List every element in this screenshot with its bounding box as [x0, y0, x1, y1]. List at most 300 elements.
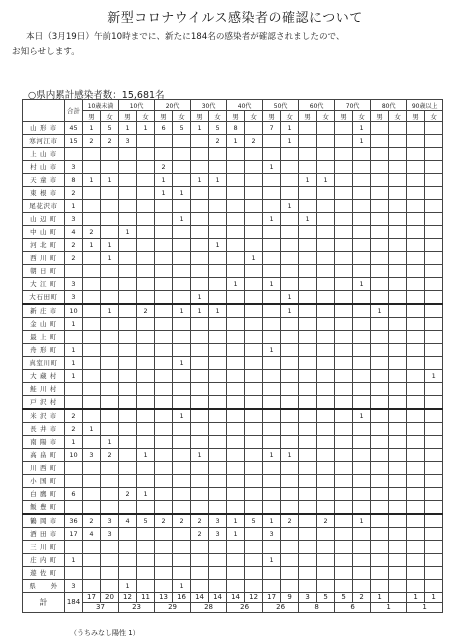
case-count-cell [101, 331, 119, 344]
case-count-cell: 1 [263, 449, 281, 462]
municipality-name: 舟 形 町 [23, 344, 65, 357]
case-count-cell: 1 [281, 449, 299, 462]
case-count-cell [389, 528, 407, 541]
case-count-cell [227, 200, 245, 213]
municipality-name: 白 鷹 町 [23, 488, 65, 501]
case-count-cell [155, 580, 173, 593]
municipality-name: 最 上 町 [23, 331, 65, 344]
sum-total: 184 [65, 593, 83, 613]
row-total: 1 [65, 200, 83, 213]
case-count-cell [191, 200, 209, 213]
case-count-cell: 1 [191, 291, 209, 305]
case-count-cell [83, 304, 101, 318]
case-count-cell [119, 174, 137, 187]
case-count-cell [119, 475, 137, 488]
case-count-cell [371, 449, 389, 462]
case-count-cell [389, 213, 407, 226]
case-count-cell [209, 318, 227, 331]
case-count-cell [425, 383, 443, 396]
case-count-cell [425, 278, 443, 291]
municipality-header [23, 100, 65, 122]
row-total: 1 [65, 318, 83, 331]
case-count-cell [245, 265, 263, 278]
case-count-cell [155, 423, 173, 436]
male-header: 男 [119, 111, 137, 122]
case-count-cell [191, 567, 209, 580]
case-count-cell [389, 344, 407, 357]
municipality-name: 小 国 町 [23, 475, 65, 488]
case-count-cell [119, 161, 137, 174]
case-count-cell: 1 [353, 409, 371, 423]
case-count-cell [101, 554, 119, 567]
cumulative-total: ○県内累計感染者数：15,681名 [28, 90, 165, 101]
case-count-cell [299, 187, 317, 200]
case-count-cell: 1 [119, 122, 137, 135]
table-row [23, 135, 443, 148]
case-count-cell [83, 436, 101, 449]
age-group-header: 60代 [299, 100, 335, 111]
case-count-cell [407, 357, 425, 370]
case-count-cell: 1 [263, 161, 281, 174]
case-count-cell [191, 436, 209, 449]
case-count-cell [83, 396, 101, 410]
case-count-cell: 1 [101, 436, 119, 449]
case-count-cell [425, 148, 443, 161]
case-count-cell: 1 [191, 122, 209, 135]
table-row [23, 265, 443, 278]
case-count-cell: 2 [119, 488, 137, 501]
row-total [65, 541, 83, 554]
case-count-cell [101, 148, 119, 161]
case-count-cell [101, 409, 119, 423]
case-count-cell [263, 200, 281, 213]
row-total: 2 [65, 409, 83, 423]
case-count-cell: 1 [263, 514, 281, 528]
case-count-cell [101, 423, 119, 436]
case-count-cell: 1 [281, 122, 299, 135]
sum-sex-cell: 1 [371, 593, 389, 603]
case-count-cell [263, 501, 281, 515]
case-count-cell [101, 501, 119, 515]
case-count-cell [281, 161, 299, 174]
table-row [23, 409, 443, 423]
table-row [23, 174, 443, 187]
case-count-cell [425, 528, 443, 541]
case-count-cell [137, 200, 155, 213]
case-count-cell [335, 488, 353, 501]
case-count-cell [335, 239, 353, 252]
case-count-cell [371, 383, 389, 396]
case-count-cell [119, 304, 137, 318]
case-count-cell [317, 528, 335, 541]
case-count-cell [191, 383, 209, 396]
case-count-cell [227, 396, 245, 410]
case-count-cell [335, 304, 353, 318]
sum-age-group-cell: 37 [83, 603, 119, 613]
case-count-cell [101, 370, 119, 383]
case-count-cell [281, 226, 299, 239]
case-count-cell: 1 [281, 304, 299, 318]
case-count-cell [371, 331, 389, 344]
case-count-cell: 1 [83, 239, 101, 252]
case-count-cell [389, 187, 407, 200]
case-count-cell: 1 [137, 488, 155, 501]
case-count-cell [227, 304, 245, 318]
table-row [23, 148, 443, 161]
case-count-cell: 1 [371, 304, 389, 318]
case-count-cell [263, 265, 281, 278]
case-count-cell: 2 [155, 514, 173, 528]
case-count-cell [245, 436, 263, 449]
case-count-cell [227, 462, 245, 475]
case-count-cell [245, 344, 263, 357]
case-count-cell [245, 331, 263, 344]
case-count-cell [101, 475, 119, 488]
case-count-cell: 1 [191, 449, 209, 462]
case-count-cell [317, 187, 335, 200]
case-count-cell [191, 331, 209, 344]
municipality-name: 真室川町 [23, 357, 65, 370]
case-count-cell: 2 [101, 135, 119, 148]
case-count-cell [281, 383, 299, 396]
sum-sex-cell: 12 [119, 593, 137, 603]
case-count-cell [155, 383, 173, 396]
case-count-cell [83, 370, 101, 383]
case-count-cell [425, 174, 443, 187]
case-count-cell [119, 357, 137, 370]
case-count-cell [335, 318, 353, 331]
case-count-cell [407, 239, 425, 252]
case-count-cell: 2 [83, 135, 101, 148]
case-count-cell [173, 462, 191, 475]
age-header-row [23, 100, 443, 111]
case-count-cell [299, 383, 317, 396]
case-count-cell [317, 501, 335, 515]
case-count-cell: 5 [173, 122, 191, 135]
case-count-cell: 3 [83, 449, 101, 462]
case-count-cell [371, 370, 389, 383]
case-count-cell [353, 174, 371, 187]
case-count-cell [83, 554, 101, 567]
case-count-cell [155, 291, 173, 305]
case-count-cell [137, 135, 155, 148]
case-count-cell [101, 291, 119, 305]
case-count-cell [335, 501, 353, 515]
case-count-cell: 4 [119, 514, 137, 528]
table-row [23, 252, 443, 265]
case-count-cell: 3 [101, 514, 119, 528]
case-count-cell [353, 252, 371, 265]
case-count-cell [389, 278, 407, 291]
case-count-cell [407, 318, 425, 331]
case-count-cell [299, 291, 317, 305]
sum-sex-cell: 5 [317, 593, 335, 603]
table-row [23, 501, 443, 515]
table-row [23, 488, 443, 501]
case-count-cell [227, 174, 245, 187]
case-count-cell: 2 [83, 226, 101, 239]
case-count-cell [209, 541, 227, 554]
case-count-cell [353, 449, 371, 462]
case-count-cell [137, 291, 155, 305]
case-count-cell [83, 409, 101, 423]
case-count-cell [155, 344, 173, 357]
table-row [23, 187, 443, 200]
case-count-cell [371, 462, 389, 475]
case-count-cell [407, 187, 425, 200]
case-count-cell [335, 148, 353, 161]
case-count-cell [299, 278, 317, 291]
sum-sex-cell: 3 [299, 593, 317, 603]
case-count-cell [407, 580, 425, 593]
case-count-cell [317, 383, 335, 396]
case-count-cell [137, 436, 155, 449]
row-total: 4 [65, 226, 83, 239]
municipality-name: 河 北 町 [23, 239, 65, 252]
case-count-cell [389, 252, 407, 265]
case-count-cell: 2 [245, 135, 263, 148]
case-count-cell [209, 226, 227, 239]
case-count-cell [191, 239, 209, 252]
case-count-cell [155, 528, 173, 541]
municipality-name: 村 山 市 [23, 161, 65, 174]
case-count-cell [263, 541, 281, 554]
case-count-cell [173, 252, 191, 265]
case-count-cell [317, 357, 335, 370]
case-count-cell [227, 239, 245, 252]
case-count-cell: 1 [137, 122, 155, 135]
case-count-cell: 1 [227, 528, 245, 541]
case-count-cell: 1 [353, 135, 371, 148]
case-count-cell [353, 331, 371, 344]
municipality-name: 鶴 岡 市 [23, 514, 65, 528]
case-count-cell [101, 161, 119, 174]
case-count-cell: 2 [83, 514, 101, 528]
case-count-cell [263, 148, 281, 161]
intro-line-2: お知らせします。 [12, 47, 80, 57]
case-count-cell [173, 318, 191, 331]
table-row [23, 554, 443, 567]
sum-label: 計 [23, 593, 65, 613]
case-count-cell: 1 [209, 239, 227, 252]
table-row [23, 318, 443, 331]
case-count-cell [317, 541, 335, 554]
female-header: 女 [173, 111, 191, 122]
case-count-cell [83, 213, 101, 226]
case-count-cell [227, 370, 245, 383]
case-count-cell: 2 [101, 449, 119, 462]
case-count-cell [191, 357, 209, 370]
case-count-cell [371, 174, 389, 187]
case-count-cell [209, 436, 227, 449]
case-count-cell [317, 148, 335, 161]
case-count-cell [371, 291, 389, 305]
table-row [23, 383, 443, 396]
municipality-name: 庄 内 町 [23, 554, 65, 567]
case-count-cell [389, 383, 407, 396]
case-count-cell [263, 174, 281, 187]
table-row [23, 304, 443, 318]
case-count-cell [425, 226, 443, 239]
male-header: 男 [155, 111, 173, 122]
case-count-cell [137, 278, 155, 291]
municipality-name: 中 山 町 [23, 226, 65, 239]
case-count-cell [119, 528, 137, 541]
case-count-cell [299, 318, 317, 331]
case-count-cell [389, 161, 407, 174]
case-count-cell: 1 [227, 514, 245, 528]
municipality-name: 南 陽 市 [23, 436, 65, 449]
case-count-cell [209, 252, 227, 265]
total-header: 合計 [65, 100, 83, 122]
case-count-cell [353, 383, 371, 396]
case-count-cell [371, 265, 389, 278]
case-count-cell [425, 462, 443, 475]
case-count-cell [173, 331, 191, 344]
row-total [65, 265, 83, 278]
case-count-cell [245, 488, 263, 501]
case-count-cell: 1 [353, 514, 371, 528]
case-count-cell [389, 436, 407, 449]
case-count-cell [335, 291, 353, 305]
case-count-cell [209, 501, 227, 515]
case-count-cell: 1 [173, 187, 191, 200]
case-count-cell [335, 122, 353, 135]
case-count-cell [119, 318, 137, 331]
case-count-cell [245, 396, 263, 410]
case-count-cell [335, 161, 353, 174]
case-count-cell [155, 135, 173, 148]
case-count-cell [299, 409, 317, 423]
case-count-cell [245, 213, 263, 226]
row-total: 15 [65, 135, 83, 148]
case-count-cell: 1 [263, 344, 281, 357]
case-count-cell: 1 [173, 409, 191, 423]
case-count-cell [191, 541, 209, 554]
case-count-cell [155, 226, 173, 239]
case-count-cell [137, 580, 155, 593]
sum-row [23, 593, 443, 603]
case-count-cell [191, 580, 209, 593]
case-count-cell [407, 148, 425, 161]
case-count-cell [227, 423, 245, 436]
case-count-cell [245, 239, 263, 252]
male-header: 男 [191, 111, 209, 122]
case-count-cell [137, 331, 155, 344]
case-count-cell [335, 554, 353, 567]
case-count-cell [371, 475, 389, 488]
case-count-cell: 2 [209, 135, 227, 148]
case-count-cell [299, 135, 317, 148]
case-count-cell [317, 252, 335, 265]
case-count-cell [227, 357, 245, 370]
case-count-cell [425, 580, 443, 593]
case-count-cell [353, 200, 371, 213]
case-count-cell [425, 423, 443, 436]
sum-sex-cell: 17 [263, 593, 281, 603]
case-count-cell [353, 265, 371, 278]
table-row [23, 370, 443, 383]
case-count-cell: 2 [281, 514, 299, 528]
case-count-cell [101, 462, 119, 475]
case-count-cell [371, 436, 389, 449]
case-count-cell [191, 501, 209, 515]
case-count-cell [371, 554, 389, 567]
case-count-cell [335, 567, 353, 580]
cases-table [22, 99, 443, 613]
case-count-cell [83, 488, 101, 501]
case-count-cell [425, 122, 443, 135]
case-count-cell: 3 [209, 514, 227, 528]
female-header: 女 [353, 111, 371, 122]
case-count-cell [263, 409, 281, 423]
case-count-cell [407, 409, 425, 423]
case-count-cell [137, 462, 155, 475]
case-count-cell [137, 344, 155, 357]
case-count-cell [119, 449, 137, 462]
case-count-cell [101, 580, 119, 593]
case-count-cell [173, 396, 191, 410]
case-count-cell [353, 580, 371, 593]
case-count-cell [281, 462, 299, 475]
case-count-cell [371, 423, 389, 436]
case-count-cell [155, 278, 173, 291]
case-count-cell [281, 187, 299, 200]
case-count-cell [407, 567, 425, 580]
case-count-cell [83, 580, 101, 593]
row-total: 1 [65, 436, 83, 449]
case-count-cell [317, 567, 335, 580]
row-total [65, 331, 83, 344]
case-count-cell [83, 265, 101, 278]
case-count-cell [317, 370, 335, 383]
case-count-cell [353, 475, 371, 488]
case-count-cell [137, 318, 155, 331]
case-count-cell [371, 344, 389, 357]
case-count-cell [227, 226, 245, 239]
case-count-cell [119, 501, 137, 515]
municipality-name: 上 山 市 [23, 148, 65, 161]
case-count-cell [101, 200, 119, 213]
municipality-name: 西 川 町 [23, 252, 65, 265]
case-count-cell [173, 291, 191, 305]
case-count-cell: 2 [155, 161, 173, 174]
case-count-cell [227, 501, 245, 515]
case-count-cell [101, 213, 119, 226]
case-count-cell [317, 462, 335, 475]
case-count-cell [335, 436, 353, 449]
case-count-cell [371, 187, 389, 200]
case-count-cell [425, 344, 443, 357]
case-count-cell [281, 344, 299, 357]
case-count-cell: 5 [137, 514, 155, 528]
row-total: 3 [65, 291, 83, 305]
case-count-cell [371, 161, 389, 174]
case-count-cell [407, 554, 425, 567]
case-count-cell [227, 213, 245, 226]
case-count-cell [263, 580, 281, 593]
case-count-cell [299, 528, 317, 541]
case-count-cell [227, 475, 245, 488]
row-total [65, 148, 83, 161]
case-count-cell [371, 580, 389, 593]
case-count-cell [173, 501, 191, 515]
case-count-cell [389, 475, 407, 488]
case-count-cell [173, 344, 191, 357]
case-count-cell [317, 122, 335, 135]
case-count-cell [281, 488, 299, 501]
case-count-cell [263, 488, 281, 501]
